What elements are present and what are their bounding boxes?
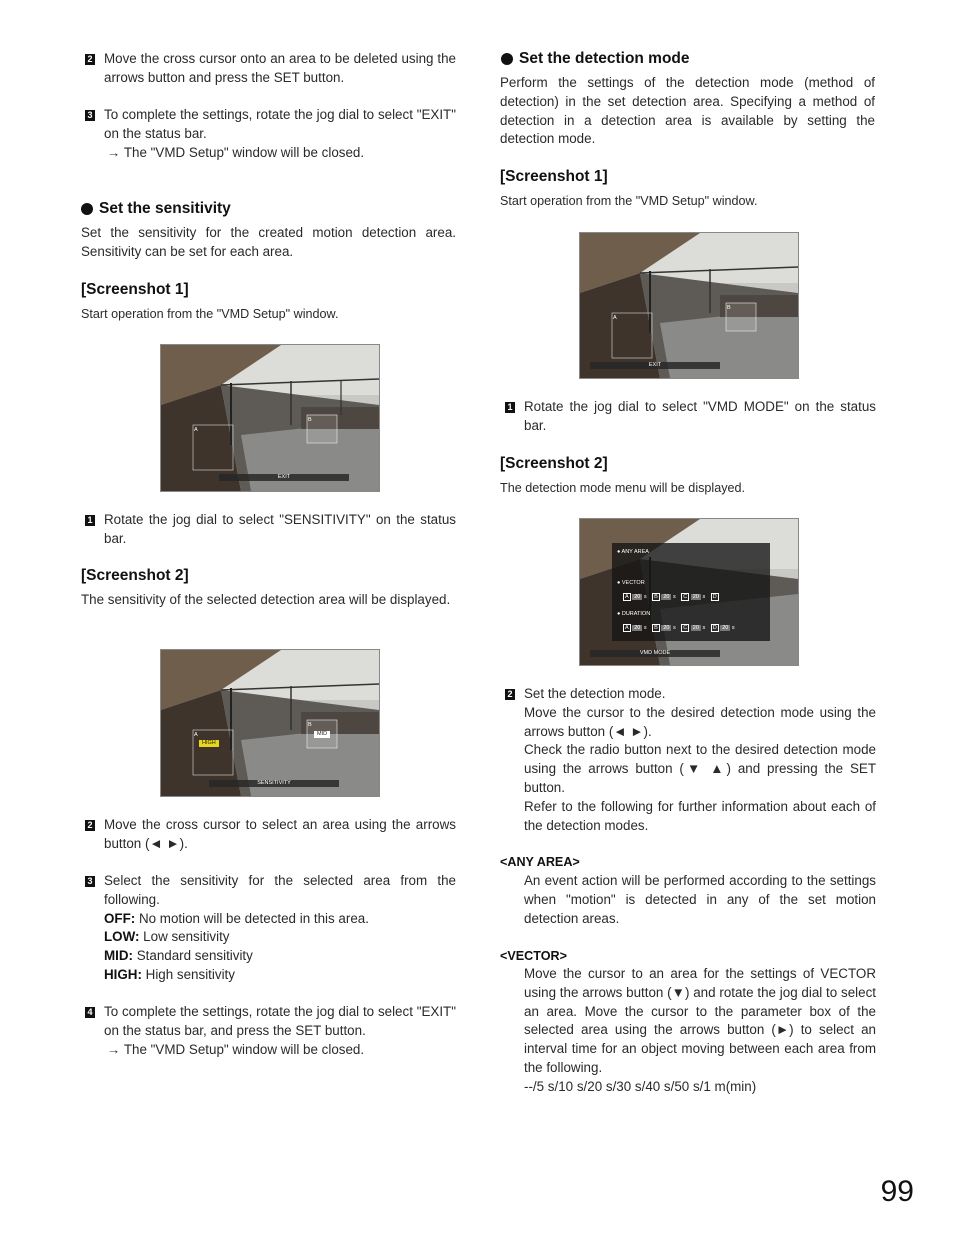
step-text: To complete the settings, rotate the jog dial to select "EXIT" on the status bar, and press the SET button. bbox=[104, 1004, 456, 1038]
step-text: To complete the settings, rotate the jog dial to select "EXIT" on the status bar. bbox=[104, 107, 456, 141]
step-4-exit bbox=[85, 1003, 456, 1059]
sensitivity-option-mid: MID: Standard sensitivity bbox=[104, 948, 253, 964]
area-label-a: A bbox=[194, 427, 198, 433]
sensitivity-description: Set the sensitivity for the created motion detection area. Sensitivity can be set for each area. bbox=[81, 225, 456, 259]
step-number: 2 bbox=[505, 689, 515, 700]
vector-params-row[interactable]: A 20 s B 20 s C 20 s D bbox=[625, 594, 717, 600]
step-2-delete-area bbox=[85, 50, 456, 88]
status-bar-sensitivity[interactable]: SENSITIVITY bbox=[209, 780, 339, 787]
step-text: Move the cross cursor to select an area using the arrows button (◄ ►). bbox=[104, 817, 456, 851]
step-number: 1 bbox=[85, 515, 95, 526]
step-number: 1 bbox=[505, 402, 515, 413]
step-text: Rotate the jog dial to select "VMD MODE" on the status bar. bbox=[524, 399, 876, 433]
sensitivity-high-badge[interactable]: HIGH bbox=[199, 740, 219, 747]
step-text: Rotate the jog dial to select "SENSITIVITY" on the status bar. bbox=[104, 512, 456, 546]
station-platform-image bbox=[161, 345, 379, 491]
step-result: → The "VMD Setup" window will be closed. bbox=[107, 144, 365, 160]
station-platform-image bbox=[580, 233, 798, 378]
step-text: Select the sensitivity for the selected area from the following. bbox=[104, 873, 456, 907]
vector-description: Move the cursor to an area for the settings of VECTOR using the arrows button (▼) and rotate the jog dial to select an area. Move the cursor to the parameter box of the selected area using the arrows button (►) to select an interval time for an object moving between each area from the following. --/5 s/10 s/20 s/30 s/40 s/50 s/1 m(min) bbox=[524, 965, 876, 1097]
duration-params-row[interactable]: A 20 s B 20 s C 20 s D 20 s bbox=[625, 625, 735, 631]
detection-mode-description: Perform the settings of the detection mode (method of detection) in the set detection area. Specifying a method of detection in a detection area is available by setting the detection mode. bbox=[500, 75, 875, 147]
bullet-icon bbox=[501, 53, 513, 65]
area-label-a: A bbox=[613, 315, 617, 321]
any-area-description: An event action will be performed according to the settings when "motion" is detected in any of the set motion detection areas. bbox=[524, 873, 876, 926]
step-number: 4 bbox=[85, 1007, 95, 1018]
station-platform-image bbox=[580, 519, 798, 665]
vector-interval-options: --/5 s/10 s/20 s/30 s/40 s/50 s/1 m(min) bbox=[524, 1078, 757, 1094]
duration-option[interactable]: ● DURATION bbox=[617, 611, 651, 617]
screenshot-2-caption: The sensitivity of the selected detection area will be displayed. bbox=[81, 592, 451, 607]
step-number: 2 bbox=[85, 54, 95, 65]
bullet-icon bbox=[81, 203, 93, 215]
step-2-select-area bbox=[85, 816, 456, 854]
screenshot-image-vmd-setup bbox=[160, 344, 380, 492]
vector-title: <VECTOR> bbox=[500, 949, 567, 963]
sensitivity-option-off: OFF: No motion will be detected in this area. bbox=[104, 910, 369, 926]
screenshot-image-detection-mode-menu bbox=[579, 518, 799, 666]
screenshot-1-caption: Start operation from the "VMD Setup" window. bbox=[81, 307, 339, 321]
vector-option[interactable]: ● VECTOR bbox=[617, 580, 645, 586]
step-3-exit bbox=[85, 106, 456, 162]
sensitivity-option-high: HIGH: High sensitivity bbox=[104, 966, 235, 982]
screenshot-image-sensitivity bbox=[160, 649, 380, 797]
any-area-title: <ANY AREA> bbox=[500, 855, 580, 869]
any-area-option[interactable]: ● ANY AREA bbox=[617, 549, 649, 555]
area-label-a: A bbox=[194, 732, 198, 738]
step-number: 3 bbox=[85, 110, 95, 121]
screenshot-2-caption: The detection mode menu will be displayed. bbox=[500, 481, 746, 495]
station-platform-image bbox=[161, 650, 379, 796]
step-2-set-detection-mode: 2 Set the detection mode. Move the cursor to the desired detection mode using the arrows button (◄ ►). Check the radio button next to the desired detection mode using the arrows button (▼ ▲) and pressing the SET button. Refer to the following for further information about each of the detection modes. bbox=[505, 685, 876, 835]
section-heading-detection-mode: Set the detection mode bbox=[501, 50, 690, 69]
step-1-vmd-mode bbox=[505, 398, 876, 436]
screenshot-1-heading: [Screenshot 1] bbox=[81, 281, 189, 298]
sensitivity-option-low: LOW: Low sensitivity bbox=[104, 929, 230, 945]
area-label-b: B bbox=[727, 305, 731, 311]
page-number: 99 bbox=[880, 1175, 914, 1208]
status-bar-exit[interactable]: EXIT bbox=[590, 362, 720, 369]
screenshot-1-heading: [Screenshot 1] bbox=[500, 168, 608, 185]
area-label-b: B bbox=[308, 417, 312, 423]
step-result: → The "VMD Setup" window will be closed. bbox=[107, 1041, 365, 1057]
screenshot-2-heading: [Screenshot 2] bbox=[500, 455, 608, 472]
area-label-b: B bbox=[308, 722, 312, 728]
screenshot-2-heading: [Screenshot 2] bbox=[81, 567, 189, 584]
sensitivity-mid-badge[interactable]: MID bbox=[314, 731, 330, 738]
screenshot-image-vmd-setup bbox=[579, 232, 799, 379]
step-number: 3 bbox=[85, 876, 95, 887]
screenshot-1-caption: Start operation from the "VMD Setup" window. bbox=[500, 194, 758, 208]
step-1-sensitivity bbox=[85, 511, 456, 549]
section-heading-sensitivity: Set the sensitivity bbox=[81, 200, 231, 219]
step-text: Move the cross cursor onto an area to be deleted using the arrows button and press the SET button. bbox=[104, 51, 456, 85]
step-3-select-sensitivity bbox=[85, 872, 456, 985]
status-bar-exit[interactable]: EXIT bbox=[219, 474, 349, 481]
step-number: 2 bbox=[85, 820, 95, 831]
status-bar-vmd-mode[interactable]: VMD MODE bbox=[590, 650, 720, 657]
